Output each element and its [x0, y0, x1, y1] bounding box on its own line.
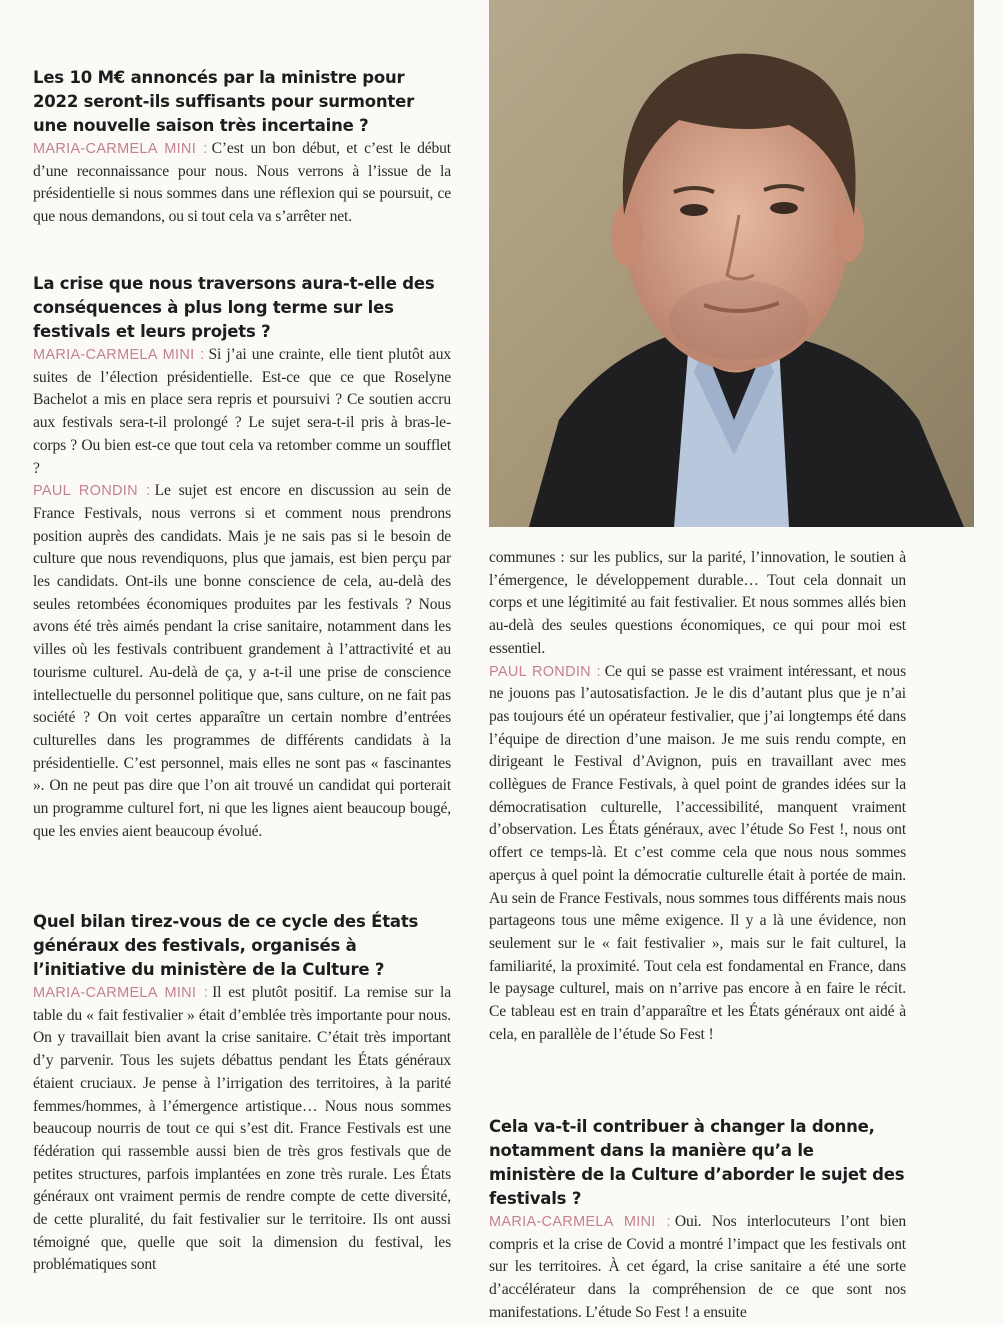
speaker-label: PAUL RONDIN : [33, 483, 151, 500]
speaker-label: MARIA-CARMELA MINI : [33, 141, 208, 157]
continuation-paragraph: communes : sur les publics, sur la parité, l’innovation, le soutien à l’émergence, le développement durable… Tout cela donnait un corps et une légitimité au fait festivalier. Et nous sommes allés bien au-delà des seules questions économiques, ce qui pour moi est essentiel. [489, 549, 906, 657]
continuation-block [489, 547, 906, 1046]
answer-text: Si j’ai une crainte, elle tient plutôt aux suites de l’élection présidentielle. Est-ce que ce que Roselyne Bachelot a mis en place sera repris et poursuivi ? Ce soutien accru aux festivals sera-t-il prolongé ? Le sujet sera-t-il pris à bras-le-corps ? Ou bien est-ce que tout cela va retomber comme un soufflet ? [33, 346, 451, 477]
answer-paragraph [33, 480, 451, 843]
answer-text: Ce qui se passe est vraiment intéressant, et nous ne jouons pas l’autosatisfaction. Je le dis d’autant plus que je n’ai pas toujours été un opérateur festivalier, que j’ai longtemps été dans l’équipe de direction d’une maison. Je me suis rendu compte, en dirigeant le Festival d’Avignon, puis en travaillant avec mes collègues de France Festivals, à quel point de grandes idées sur la démocratisation culturelle, l’accessibilité, manquent vraiment d’observation. Les États généraux, avec l’étude So Fest !, nous ont offert ce temps-là. Et c’est comme cela que nous nous sommes aperçus à quel point la démocratie culturelle était à portée de main. Au sein de France Festivals, nous sommes tous différents mais nous partageons tous une même exigence. Il y a là une évidence, non seulement sur le « fait festivalier », mais sur le fait culturel, la familiarité, la proximité. Tout cela est fondamental en France, dans le paysage culturel, mais on n’arrive pas encore à en faire le récit. Ce tableau est en train d’apparaître et les États généraux ont aidé à cela, en parallèle de l’étude So Fest ! [489, 662, 906, 1043]
answer-paragraph [33, 344, 451, 480]
question-heading: Cela va-t-il contribuer à changer la donne, notamment dans la manière qu’a le ministère de la Culture d’aborder le sujet des festivals ? [489, 1117, 905, 1208]
answer-text: C’est un bon début, et c’est le début d’une reconnaissance pour nous. Nous verrons à l’issue de la présidentielle si nous sommes dans une réflexion qui se poursuit, ce que nous demandons, ou si tout cela va s’arrêter net. [33, 140, 451, 226]
qa-block-3 [33, 910, 451, 1277]
answer-text: Le sujet est encore en discussion au sein de France Festivals, nous verrons si et comment nous prendrons position auprès des candidats. Mais je ne sais pas si le besoin de culture que nous revendiquons, plus que jamais, est bien perçu par les candidats. Ont-ils une bonne conscience de cela, au-delà des seules retombées économiques produites par les festivals ? Nous avons été très aimés pendant la crise sanitaire, notamment dans les villes où les festivals contribuent grandement à l’attractivité et au tourisme culturel. Au-delà de ça, y a-t-il une prise de conscience intellectuelle du personnel politique que, sans culture, on ne fait pas société ? On voit certes apparaître un certain nombre d’entrées culturelles dans les programmes de différents candidats à la présidentielle. C’est personnel, mais elles ne sont pas « fascinantes ». On ne peut pas dire que l’on ait trouvé un candidat qui porterait un programme culturel fort, ni que les lignes aient beaucoup bougé, que les envies aient beaucoup évolué. [33, 482, 451, 840]
qa-block-4 [489, 1115, 906, 1325]
question-heading: Quel bilan tirez-vous de ce cycle des États généraux des festivals, organisés à l’initiative du ministère de la Culture ? [33, 912, 419, 979]
portrait-photo-icon [489, 0, 974, 527]
answer-text: Oui. Nos interlocuteurs l’ont bien compris et la crise de Covid a montré l’impact que les festivals ont sur les territoires. À cet égard, la crise sanitaire a été une sorte d’accélérateur dans la compréhension de ce que sont nos manifestations. L’étude So Fest ! a ensuite [489, 1213, 906, 1321]
qa-block-2 [33, 272, 451, 843]
question-heading: Les 10 M€ annoncés par la ministre pour 2022 seront-ils suffisants pour surmonter une nouvelle saison très incertaine ? [33, 68, 415, 135]
speaker-label: MARIA-CARMELA MINI : [33, 347, 205, 363]
portrait-photo [489, 0, 974, 527]
question-heading: La crise que nous traversons aura-t-elle des conséquences à plus long terme sur les festivals et leurs projets ? [33, 274, 435, 341]
answer-paragraph [33, 982, 451, 1277]
answer-paragraph [489, 1211, 906, 1325]
qa-block-1 [33, 66, 451, 229]
speaker-label: MARIA-CARMELA MINI : [33, 985, 209, 1001]
answer-paragraph [33, 138, 451, 229]
speaker-label: PAUL RONDIN : [489, 663, 601, 680]
speaker-label: MARIA-CARMELA MINI : [489, 1214, 671, 1230]
answer-paragraph [489, 661, 906, 1047]
answer-text: Il est plutôt positif. La remise sur la table du « fait festivalier » était d’emblée très importante pour nous. On y travaillait bien avant la crise sanitaire. C’était très important d’y parvenir. Tous les sujets débattus pendant les États généraux étaient cruciaux. Je pense à l’irrigation des territoires, à la parité femmes/hommes, à l’émergence artistique… Nous nous sommes beaucoup nourris de tout ce qui s’est dit. France Festivals est une fédération qui rassemble aussi bien de très gros festivals que de petites structures, parfois implantées en zone très rurale. Les États généraux ont vraiment permis de rendre compte de cette diversité, de cette pluralité, du fait festivalier sur le territoire. Ils ont aussi témoigné que, quelle que soit la dimension du festival, les problématiques sont [33, 984, 451, 1274]
